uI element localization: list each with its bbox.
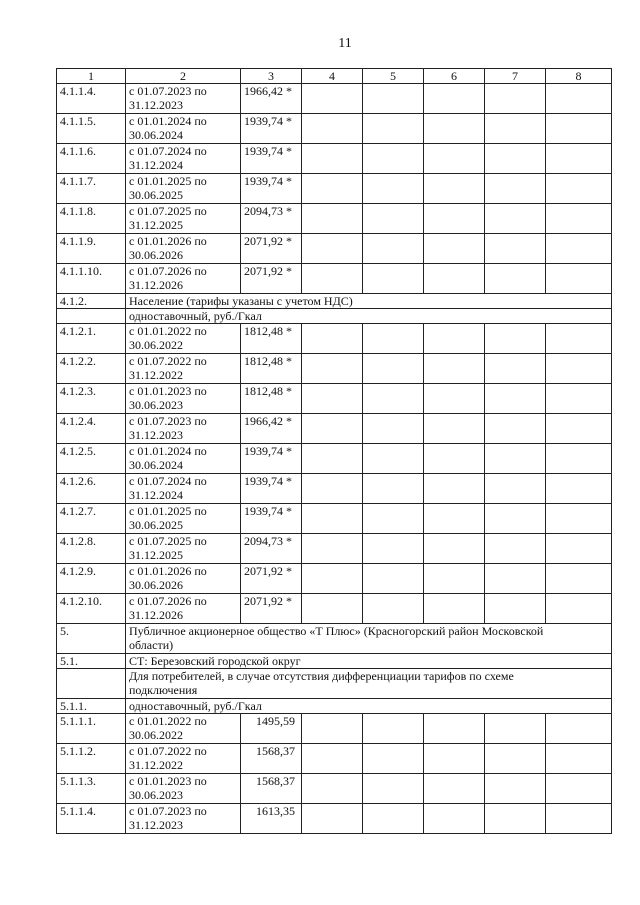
empty-cell <box>302 744 363 774</box>
group-row <box>57 669 612 699</box>
period-end: 31.12.2025 <box>129 218 183 232</box>
period-end: 31.12.2026 <box>129 608 183 622</box>
empty-cell <box>302 204 363 234</box>
period-cell <box>126 144 241 174</box>
empty-cell <box>363 384 424 414</box>
period-start: с 01.07.2026 по <box>129 594 207 608</box>
empty-cell <box>302 414 363 444</box>
column-header: 1 <box>57 69 126 84</box>
tariff-value: 2071,92 * <box>241 564 302 594</box>
item-number: 4.1.2.3. <box>57 384 126 414</box>
period-start: с 01.01.2026 по <box>129 234 207 248</box>
empty-cell <box>424 414 485 444</box>
empty-cell <box>363 264 424 294</box>
period-end: 30.06.2026 <box>129 248 183 262</box>
empty-cell <box>546 714 612 744</box>
empty-cell <box>546 564 612 594</box>
empty-cell <box>546 444 612 474</box>
empty-cell <box>363 444 424 474</box>
empty-cell <box>302 504 363 534</box>
period-start: с 01.01.2026 по <box>129 564 207 578</box>
empty-cell <box>546 534 612 564</box>
tariff-value: 2094,73 * <box>241 204 302 234</box>
group-row <box>57 624 612 654</box>
empty-cell <box>424 564 485 594</box>
period-cell <box>126 774 241 804</box>
empty-cell <box>424 504 485 534</box>
period-cell <box>126 564 241 594</box>
group-title-line: Для потребителей, в случае отсутствия дифференциации тарифов по схеме <box>129 669 514 683</box>
empty-cell <box>424 114 485 144</box>
table-row <box>57 564 612 594</box>
empty-cell <box>546 804 612 834</box>
empty-cell <box>424 144 485 174</box>
period-start: с 01.01.2023 по <box>129 384 207 398</box>
period-end: 30.06.2025 <box>129 188 183 202</box>
period-end: 30.06.2022 <box>129 728 183 742</box>
empty-cell <box>302 234 363 264</box>
empty-cell <box>302 144 363 174</box>
item-number: 4.1.1.9. <box>57 234 126 264</box>
period-end: 31.12.2024 <box>129 158 183 172</box>
empty-cell <box>302 804 363 834</box>
period-end: 31.12.2022 <box>129 368 183 382</box>
empty-cell <box>363 84 424 114</box>
empty-cell <box>424 804 485 834</box>
empty-cell <box>546 744 612 774</box>
empty-cell <box>546 774 612 804</box>
empty-cell <box>363 114 424 144</box>
item-number: 4.1.1.8. <box>57 204 126 234</box>
column-header: 3 <box>241 69 302 84</box>
table-row <box>57 594 612 624</box>
item-number: 4.1.2.5. <box>57 444 126 474</box>
tariff-value: 1939,74 * <box>241 114 302 144</box>
item-number: 5. <box>57 624 126 654</box>
empty-cell <box>363 234 424 264</box>
period-cell <box>126 234 241 264</box>
period-cell <box>126 354 241 384</box>
empty-cell <box>485 444 546 474</box>
period-end: 30.06.2026 <box>129 578 183 592</box>
empty-cell <box>302 714 363 744</box>
empty-cell <box>424 444 485 474</box>
group-title: Население (тарифы указаны с учетом НДС) <box>126 294 612 309</box>
table-row <box>57 504 612 534</box>
item-number: 4.1.2.9. <box>57 564 126 594</box>
group-row <box>57 309 612 324</box>
empty-cell <box>363 594 424 624</box>
item-number: 5.1.1. <box>57 699 126 714</box>
empty-cell <box>302 114 363 144</box>
empty-cell <box>424 264 485 294</box>
page-number: 11 <box>338 36 352 51</box>
item-number: 4.1.1.6. <box>57 144 126 174</box>
table-row <box>57 744 612 774</box>
table-row <box>57 174 612 204</box>
tariff-value: 1939,74 * <box>241 174 302 204</box>
group-title-line: подключения <box>129 683 198 697</box>
empty-cell <box>363 714 424 744</box>
empty-cell <box>485 564 546 594</box>
empty-cell <box>302 174 363 204</box>
period-start: с 01.07.2023 по <box>129 414 207 428</box>
item-number: 5.1. <box>57 654 126 669</box>
empty-cell <box>546 594 612 624</box>
item-number: 4.1.2.1. <box>57 324 126 354</box>
period-start: с 01.07.2025 по <box>129 534 207 548</box>
period-start: с 01.07.2023 по <box>129 804 207 818</box>
empty-cell <box>546 144 612 174</box>
empty-cell <box>546 474 612 504</box>
column-header: 8 <box>546 69 612 84</box>
tariff-table <box>56 68 612 834</box>
period-cell <box>126 414 241 444</box>
empty-cell <box>485 354 546 384</box>
empty-cell <box>485 234 546 264</box>
table-row <box>57 84 612 114</box>
empty-cell <box>546 234 612 264</box>
empty-cell <box>546 354 612 384</box>
empty-cell <box>424 384 485 414</box>
empty-cell <box>363 414 424 444</box>
header-row <box>57 69 612 84</box>
empty-cell <box>485 714 546 744</box>
item-number: 4.1.1.4. <box>57 84 126 114</box>
table-row <box>57 774 612 804</box>
group-title-line: области) <box>129 638 174 652</box>
empty-cell <box>546 324 612 354</box>
period-cell <box>126 474 241 504</box>
empty-cell <box>485 84 546 114</box>
empty-cell <box>485 324 546 354</box>
empty-cell <box>424 174 485 204</box>
item-number: 4.1.1.5. <box>57 114 126 144</box>
period-end: 30.06.2024 <box>129 458 183 472</box>
empty-cell <box>485 474 546 504</box>
empty-cell <box>302 354 363 384</box>
group-title: одноставочный, руб./Гкал <box>126 699 612 714</box>
group-title: одноставочный, руб./Гкал <box>126 309 612 324</box>
tariff-value: 2071,92 * <box>241 594 302 624</box>
tariff-value: 1568,37 <box>241 744 302 774</box>
period-start: с 01.07.2024 по <box>129 144 207 158</box>
empty-cell <box>424 594 485 624</box>
empty-cell <box>302 84 363 114</box>
empty-cell <box>302 534 363 564</box>
empty-cell <box>485 744 546 774</box>
period-end: 30.06.2023 <box>129 788 183 802</box>
empty-cell <box>424 324 485 354</box>
tariff-value: 2094,73 * <box>241 534 302 564</box>
column-header: 7 <box>485 69 546 84</box>
tariff-value: 1613,35 <box>241 804 302 834</box>
group-row <box>57 294 612 309</box>
period-end: 31.12.2023 <box>129 428 183 442</box>
item-number: 4.1.2.6. <box>57 474 126 504</box>
table-row <box>57 264 612 294</box>
period-cell <box>126 384 241 414</box>
period-cell <box>126 534 241 564</box>
period-start: с 01.01.2022 по <box>129 714 207 728</box>
tariff-value: 1495,59 <box>241 714 302 744</box>
period-end: 31.12.2024 <box>129 488 183 502</box>
group-title: СТ: Березовский городской округ <box>126 654 612 669</box>
empty-cell <box>302 594 363 624</box>
empty-cell <box>363 534 424 564</box>
group-row <box>57 654 612 669</box>
empty-cell <box>363 504 424 534</box>
tariff-value: 1812,48 * <box>241 324 302 354</box>
empty-cell <box>546 384 612 414</box>
period-cell <box>126 714 241 744</box>
empty-cell <box>424 534 485 564</box>
period-cell <box>126 204 241 234</box>
empty-cell <box>485 534 546 564</box>
empty-cell <box>546 264 612 294</box>
empty-cell <box>546 204 612 234</box>
column-header: 4 <box>302 69 363 84</box>
tariff-value: 1812,48 * <box>241 354 302 384</box>
period-start: с 01.07.2022 по <box>129 744 207 758</box>
tariff-value: 1568,37 <box>241 774 302 804</box>
tariff-value: 1966,42 * <box>241 414 302 444</box>
item-number: 4.1.2.10. <box>57 594 126 624</box>
item-number: 4.1.1.10. <box>57 264 126 294</box>
empty-cell <box>363 804 424 834</box>
item-number: 5.1.1.2. <box>57 744 126 774</box>
period-end: 31.12.2023 <box>129 98 183 112</box>
empty-cell <box>363 144 424 174</box>
table-row <box>57 414 612 444</box>
period-start: с 01.01.2024 по <box>129 114 207 128</box>
table-row <box>57 714 612 744</box>
empty-cell <box>302 564 363 594</box>
tariff-value: 1939,74 * <box>241 504 302 534</box>
table-row <box>57 114 612 144</box>
empty-cell <box>363 324 424 354</box>
period-cell <box>126 324 241 354</box>
column-header: 2 <box>126 69 241 84</box>
period-start: с 01.01.2022 по <box>129 324 207 338</box>
item-number: 4.1.2.2. <box>57 354 126 384</box>
period-cell <box>126 264 241 294</box>
period-cell <box>126 744 241 774</box>
empty-cell <box>363 174 424 204</box>
empty-cell <box>485 414 546 444</box>
empty-cell <box>302 774 363 804</box>
item-number <box>57 309 126 324</box>
table-row <box>57 324 612 354</box>
empty-cell <box>363 474 424 504</box>
column-header: 6 <box>424 69 485 84</box>
tariff-value: 1939,74 * <box>241 474 302 504</box>
empty-cell <box>546 84 612 114</box>
item-number: 5.1.1.1. <box>57 714 126 744</box>
table-row <box>57 384 612 414</box>
empty-cell <box>302 474 363 504</box>
table-row <box>57 534 612 564</box>
empty-cell <box>485 174 546 204</box>
empty-cell <box>546 504 612 534</box>
empty-cell <box>302 324 363 354</box>
period-end: 31.12.2022 <box>129 758 183 772</box>
period-start: с 01.01.2025 по <box>129 504 207 518</box>
empty-cell <box>424 234 485 264</box>
empty-cell <box>302 264 363 294</box>
item-number: 4.1.2. <box>57 294 126 309</box>
table-body <box>57 69 612 834</box>
empty-cell <box>546 414 612 444</box>
period-cell <box>126 84 241 114</box>
table-row <box>57 804 612 834</box>
period-end: 30.06.2023 <box>129 398 183 412</box>
empty-cell <box>546 114 612 144</box>
empty-cell <box>363 204 424 234</box>
item-number: 4.1.1.7. <box>57 174 126 204</box>
period-cell <box>126 504 241 534</box>
empty-cell <box>302 384 363 414</box>
period-end: 31.12.2023 <box>129 818 183 832</box>
empty-cell <box>485 774 546 804</box>
period-start: с 01.07.2023 по <box>129 84 207 98</box>
period-start: с 01.07.2026 по <box>129 264 207 278</box>
tariff-value: 1939,74 * <box>241 444 302 474</box>
empty-cell <box>424 774 485 804</box>
empty-cell <box>485 114 546 144</box>
item-number: 5.1.1.4. <box>57 804 126 834</box>
period-cell <box>126 114 241 144</box>
empty-cell <box>485 204 546 234</box>
table-row <box>57 354 612 384</box>
tariff-value: 1812,48 * <box>241 384 302 414</box>
period-end: 30.06.2024 <box>129 128 183 142</box>
column-header: 5 <box>363 69 424 84</box>
table-row <box>57 234 612 264</box>
table-row <box>57 444 612 474</box>
period-end: 30.06.2025 <box>129 518 183 532</box>
empty-cell <box>485 504 546 534</box>
table-row <box>57 474 612 504</box>
empty-cell <box>363 354 424 384</box>
empty-cell <box>424 354 485 384</box>
tariff-value: 1966,42 * <box>241 84 302 114</box>
tariff-value: 2071,92 * <box>241 264 302 294</box>
empty-cell <box>424 744 485 774</box>
item-number: 4.1.2.4. <box>57 414 126 444</box>
empty-cell <box>485 384 546 414</box>
period-start: с 01.01.2025 по <box>129 174 207 188</box>
tariff-value: 1939,74 * <box>241 144 302 174</box>
period-start: с 01.07.2025 по <box>129 204 207 218</box>
period-start: с 01.01.2023 по <box>129 774 207 788</box>
period-cell <box>126 594 241 624</box>
empty-cell <box>363 774 424 804</box>
empty-cell <box>485 594 546 624</box>
empty-cell <box>363 744 424 774</box>
empty-cell <box>485 264 546 294</box>
period-start: с 01.01.2024 по <box>129 444 207 458</box>
table-row <box>57 204 612 234</box>
tariff-value: 2071,92 * <box>241 234 302 264</box>
period-cell <box>126 804 241 834</box>
empty-cell <box>424 474 485 504</box>
empty-cell <box>485 144 546 174</box>
item-number: 4.1.2.7. <box>57 504 126 534</box>
table-row <box>57 144 612 174</box>
group-title <box>126 669 612 699</box>
item-number: 4.1.2.8. <box>57 534 126 564</box>
period-cell <box>126 174 241 204</box>
empty-cell <box>546 174 612 204</box>
group-title <box>126 624 612 654</box>
item-number <box>57 669 126 699</box>
group-row <box>57 699 612 714</box>
group-title-line: Публичное акционерное общество «Т Плюс» (Красногорский район Московской <box>129 624 544 638</box>
period-end: 31.12.2025 <box>129 548 183 562</box>
empty-cell <box>363 564 424 594</box>
empty-cell <box>424 204 485 234</box>
period-end: 30.06.2022 <box>129 338 183 352</box>
empty-cell <box>485 804 546 834</box>
empty-cell <box>424 84 485 114</box>
period-start: с 01.07.2022 по <box>129 354 207 368</box>
period-end: 31.12.2026 <box>129 278 183 292</box>
item-number: 5.1.1.3. <box>57 774 126 804</box>
period-start: с 01.07.2024 по <box>129 474 207 488</box>
empty-cell <box>424 714 485 744</box>
period-cell <box>126 444 241 474</box>
empty-cell <box>302 444 363 474</box>
